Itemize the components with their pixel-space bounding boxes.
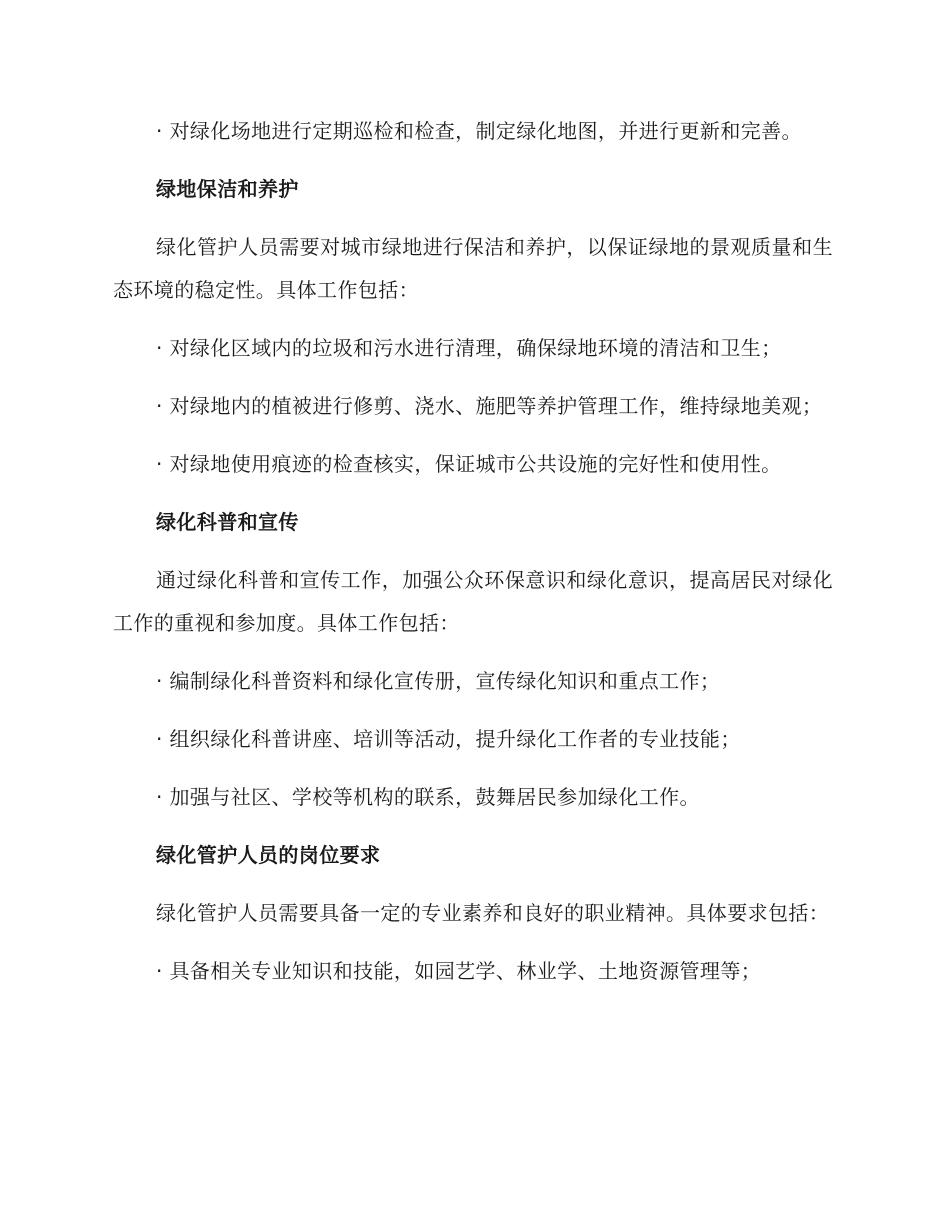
document-body — [113, 110, 833, 1008]
section-heading: 绿地保洁和养护 — [156, 177, 299, 201]
body-paragraph: 通过绿化科普和宣传工作，加强公众环保意识和绿化意识，提高居民对绿化工作的重视和参加度。具体工作包括： — [113, 568, 833, 635]
section-heading: 绿化管护人员的岗位要求 — [156, 843, 381, 867]
bullet-item: · 组织绿化科普讲座、培训等活动，提升绿化工作者的专业技能； — [156, 727, 741, 751]
body-paragraph: 绿化管护人员需要具备一定的专业素养和良好的职业精神。具体要求包括： — [156, 901, 830, 925]
bullet-item: · 编制绿化科普资料和绿化宣传册，宣传绿化知识和重点工作； — [156, 669, 721, 693]
bullet-item: · 加强与社区、学校等机构的联系，鼓舞居民参加绿化工作。 — [156, 785, 700, 809]
bullet-item: · 对绿化场地进行定期巡检和检查，制定绿化地图，并进行更新和完善。 — [156, 119, 802, 143]
bullet-item: · 对绿地使用痕迹的检查核实，保证城市公共设施的完好性和使用性。 — [156, 452, 782, 476]
section-heading: 绿化科普和宣传 — [156, 510, 299, 534]
body-paragraph: 绿化管护人员需要对城市绿地进行保洁和养护，以保证绿地的景观质量和生态环境的稳定性。具体工作包括： — [113, 235, 833, 302]
bullet-item: · 对绿地内的植被进行修剪、浇水、施肥等养护管理工作，维持绿地美观； — [156, 394, 823, 418]
bullet-item: · 对绿化区域内的垃圾和污水进行清理，确保绿地环境的清洁和卫生； — [156, 336, 782, 360]
bullet-item: · 具备相关专业知识和技能，如园艺学、林业学、土地资源管理等； — [156, 959, 762, 983]
